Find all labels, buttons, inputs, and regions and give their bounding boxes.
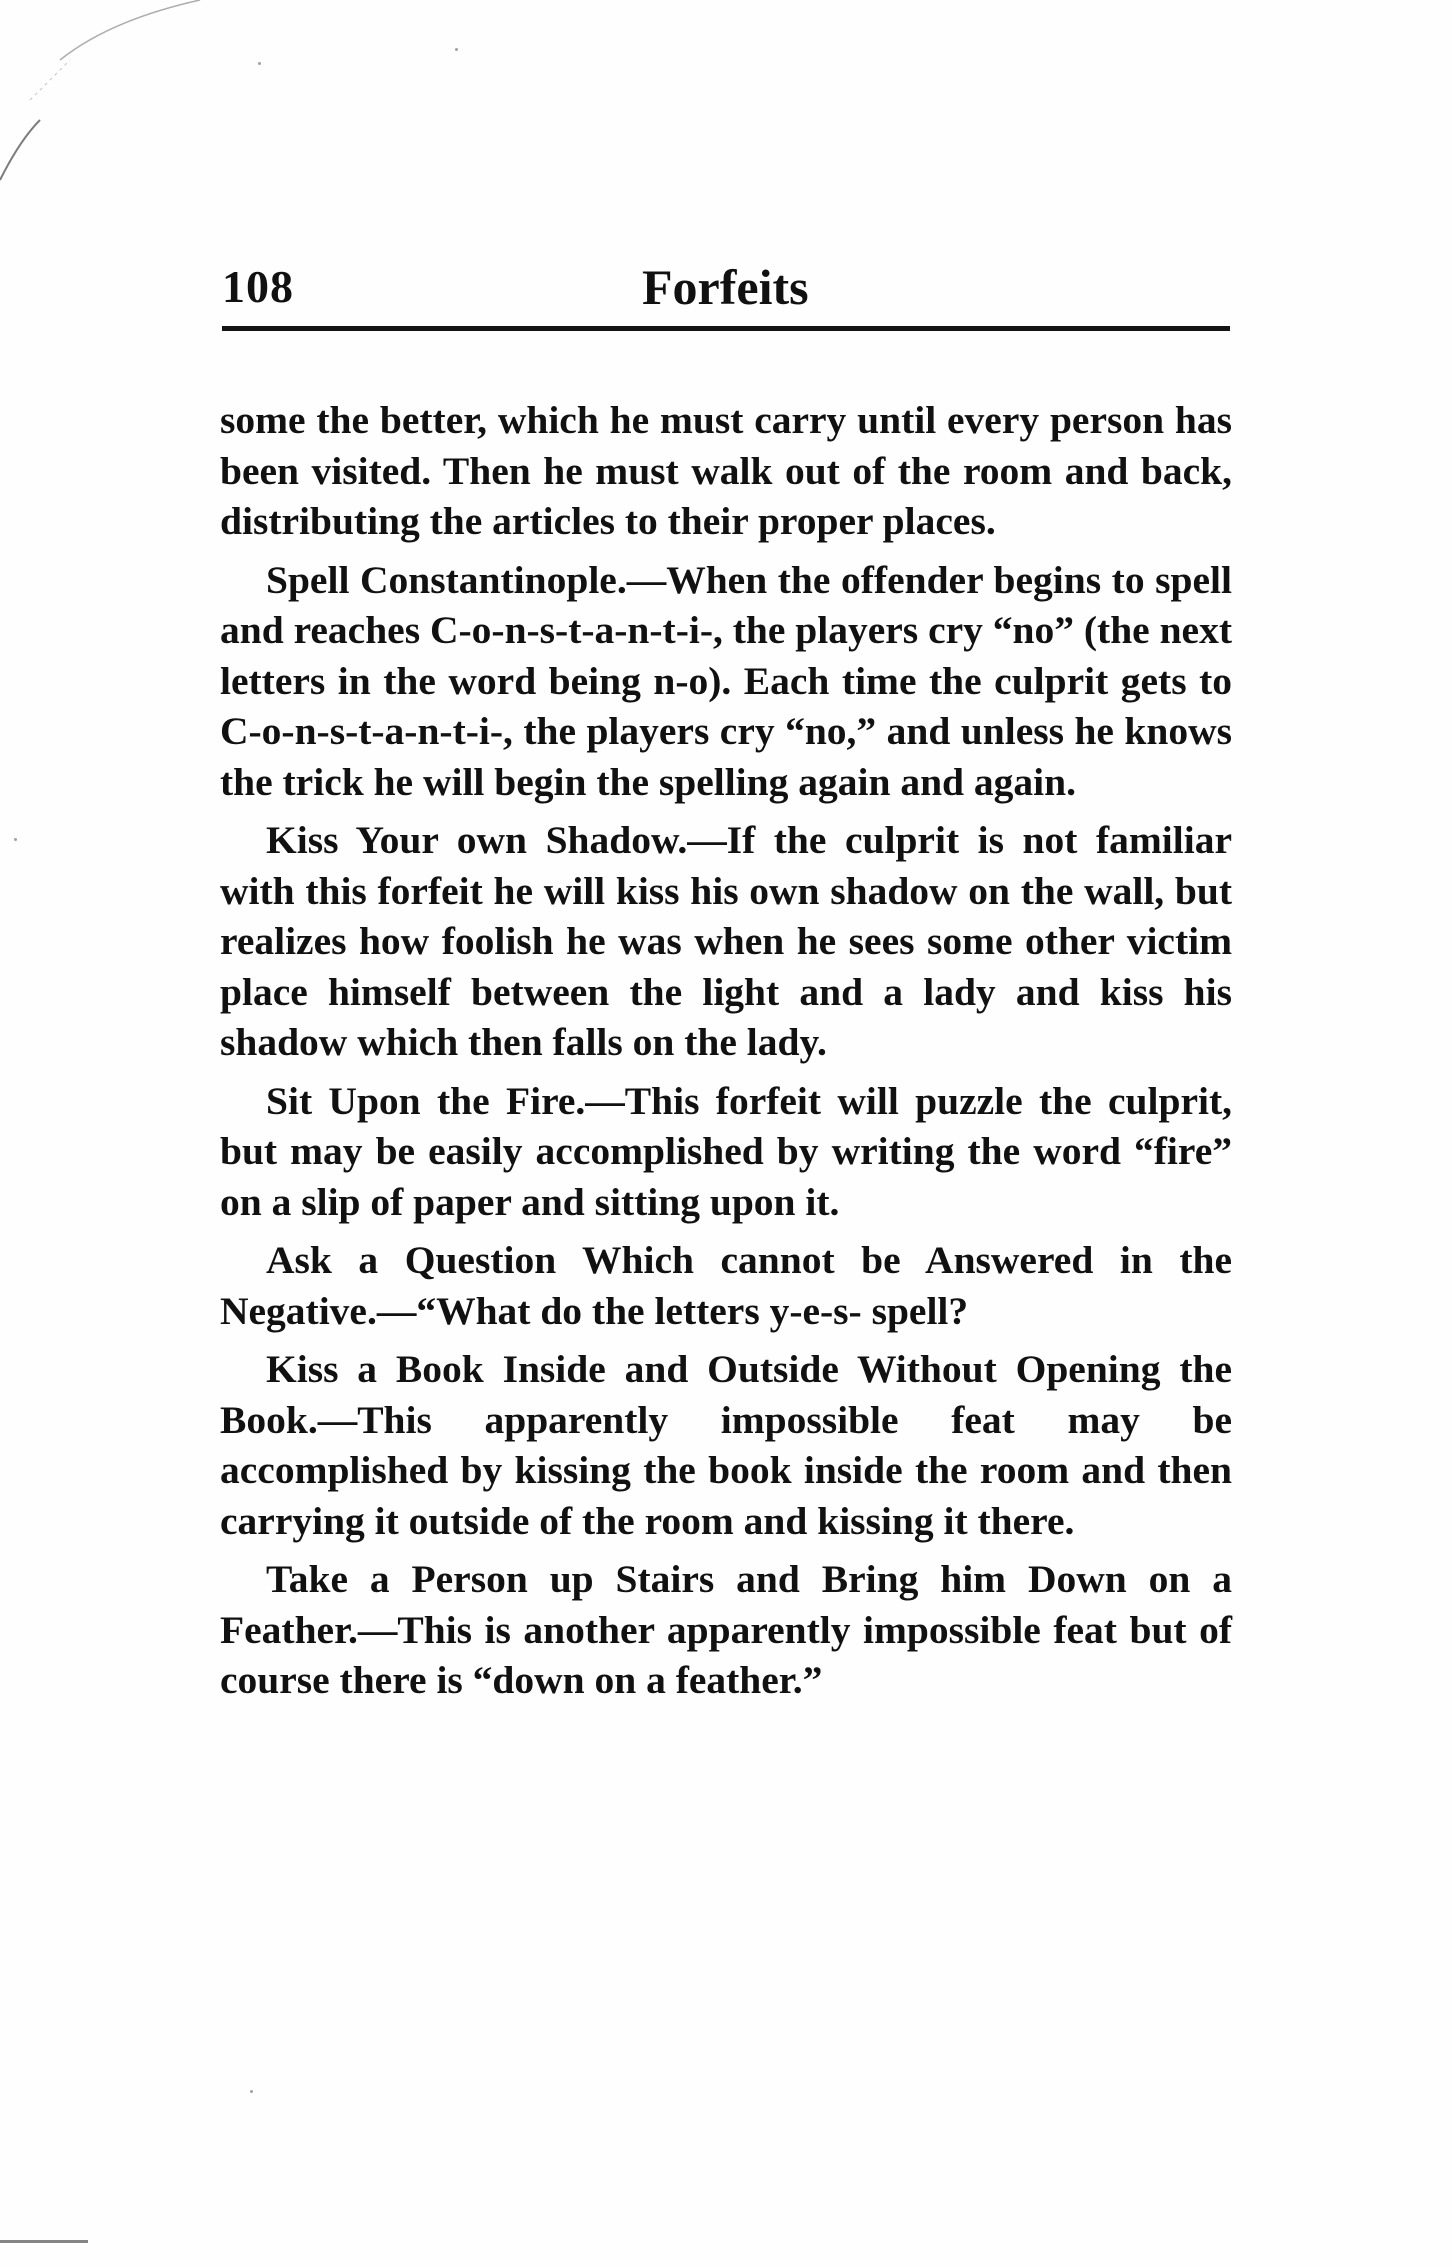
scan-speck <box>258 62 261 65</box>
running-header <box>222 250 1230 330</box>
scan-speck <box>14 838 17 841</box>
scan-speck <box>250 2090 253 2093</box>
paragraph-sit-upon-the-fire: Sit Upon the Fire.—This forfeit will puzzle the culprit, but may be easily accomplished by writing the word “fire” on a slip of paper and sitting upon it. <box>220 1078 1232 1224</box>
paragraph-spell-constantinople: Spell Constantinople.—When the offender begins to spell and reaches C-o-n-s-t-a-n-t-i-, the players cry “no” (the next letters in the word being n-o). Each time the culprit gets to C-o-n-s-t-a-n-t-i-, the players cry “no,” and unless he knows the trick he will begin the spelling again and again. <box>220 557 1232 804</box>
page-number: 108 <box>222 261 294 312</box>
paragraph-continuation: some the better, which he must carry until every person has been visited. Then he must walk out of the room and back, distributing the articles to their proper places. <box>220 398 1232 543</box>
scan-speck <box>455 48 458 51</box>
header-rule <box>222 326 1230 331</box>
body-text <box>220 395 1232 1714</box>
running-title: Forfeits <box>642 259 809 315</box>
paragraph-kiss-a-book: Kiss a Book Inside and Outside Without Opening the Book.—This apparently impossible feat may be accomplished by kissing the book inside the room and then carrying it outside of the room and kissing it there. <box>220 1347 1232 1543</box>
paragraph-ask-a-question: Ask a Question Which cannot be Answered in the Negative.—“What do the letters y-e-s- spell? <box>220 1238 1232 1333</box>
scan-bottom-mark <box>0 2240 88 2243</box>
paragraph-kiss-your-own-shadow: Kiss Your own Shadow.—If the culprit is not familiar with this forfeit he will kiss his own shadow on the wall, but realizes how foolish he was when he sees some other victim place himself between the light and a lady and kiss his shadow which then falls on the lady. <box>220 818 1232 1064</box>
scan-edge-mark <box>0 0 220 220</box>
paragraph-down-on-a-feather: Take a Person up Stairs and Bring him Down on a Feather.—This is another apparently impossible feat but of course there is “down on a feather.” <box>220 1557 1232 1702</box>
